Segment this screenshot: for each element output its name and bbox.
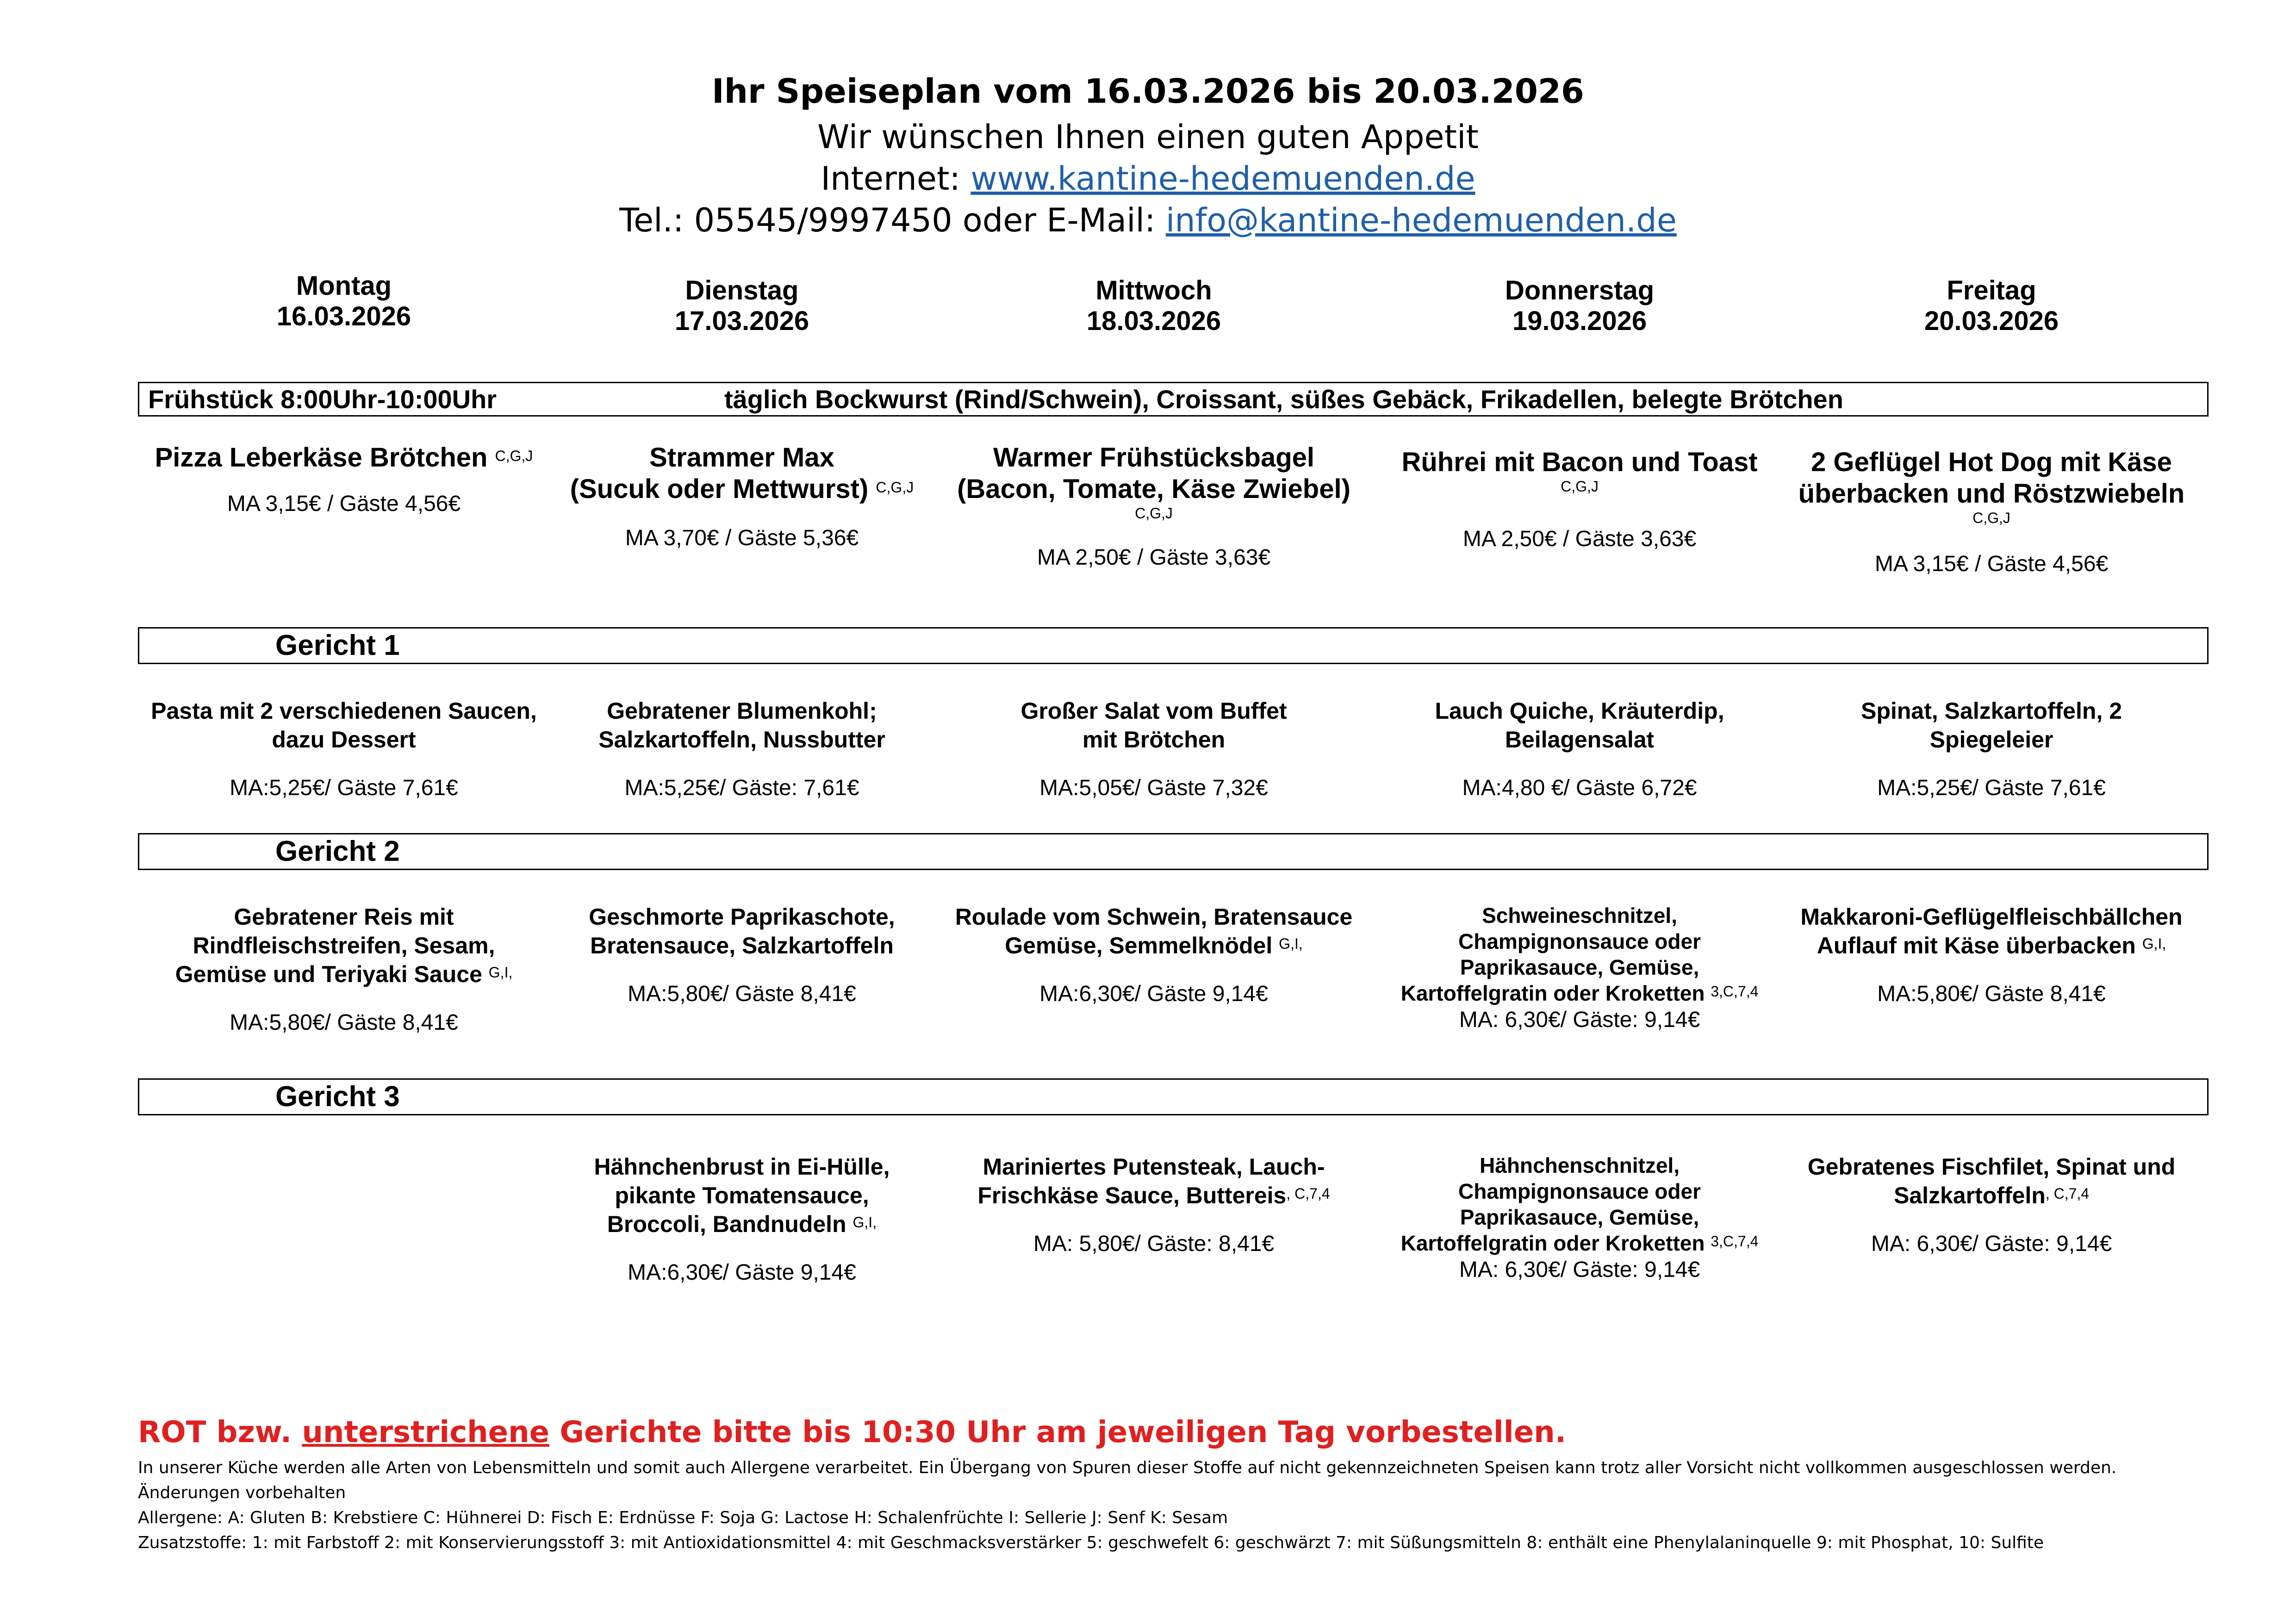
day-header-montag <box>182 271 506 332</box>
gericht-2-donnerstag <box>1348 902 1811 1034</box>
dish-line-2: überbacken und Röstzwiebeln <box>1798 479 2185 509</box>
breakfast-daily-items: täglich Bockwurst (Rind/Schwein), Croissant, süßes Gebäck, Frikadellen, belegte Brötchen <box>724 385 1843 414</box>
dish-line-2: Champignonsauce oder <box>1458 929 1701 953</box>
contact-label: Tel.: 05545/9997450 oder E-Mail: <box>619 201 1166 239</box>
allergen-codes: , C,7,4 <box>1286 1185 1330 1202</box>
allergen-codes: G,I, <box>852 1214 877 1231</box>
day-name: Freitag <box>1947 275 2036 305</box>
dish-line-1: Mariniertes Putensteak, Lauch- <box>983 1154 1325 1180</box>
price: MA:5,25€/ Gäste: 7,61€ <box>624 776 859 800</box>
breakfast-item-donnerstag <box>1348 447 1811 553</box>
day-header-freitag <box>1829 275 2153 336</box>
gericht-3-donnerstag <box>1348 1152 1811 1284</box>
dish-line-1: Roulade vom Schwein, Bratensauce <box>955 904 1353 930</box>
preorder-notice <box>138 1414 1566 1451</box>
dish-line-2: pikante Tomatensauce, <box>615 1182 869 1208</box>
day-date: 20.03.2026 <box>1924 306 2059 336</box>
gericht-3-bar <box>138 1078 2209 1115</box>
gericht-2-dienstag <box>510 902 973 1008</box>
gericht-2-bar <box>138 833 2209 870</box>
dish-line-2: Champignonsauce oder <box>1458 1179 1701 1203</box>
allergen-codes: , C,7,4 <box>2045 1185 2090 1202</box>
day-name: Donnerstag <box>1505 275 1655 305</box>
price: MA:6,30€/ Gäste 9,14€ <box>1039 982 1268 1006</box>
gericht-2-mittwoch <box>922 902 1385 1008</box>
allergen-codes: C,G,J <box>876 479 914 496</box>
dish-line-2: mit Brötchen <box>1082 727 1226 753</box>
price: MA 3,15€ / Gäste 4,56€ <box>1874 552 2109 576</box>
dish-line-1: Schweineschnitzel, <box>1482 903 1677 927</box>
price: MA: 5,80€/ Gäste: 8,41€ <box>1033 1232 1275 1256</box>
gericht-1-freitag <box>1760 697 2223 802</box>
dish-line-1: Großer Salat vom Buffet <box>1020 698 1287 724</box>
dish-line-2: Bratensauce, Salzkartoffeln <box>590 933 894 958</box>
gericht-2-label: Gericht 2 <box>275 835 400 867</box>
gericht-1-dienstag <box>510 697 973 802</box>
dish-line-3: Paprikasauce, Gemüse, <box>1460 1205 1699 1229</box>
website-line <box>0 160 2296 198</box>
day-header-dienstag <box>580 275 904 336</box>
allergen-codes: 3,C,7,4 <box>1711 983 1759 1000</box>
additives-legend: Zusatzstoffe: 1: mit Farbstoff 2: mit Konservierungsstoff 3: mit Antioxidationsmittel 4: mit Geschmacksverstärker 5: geschwefelt 6: geschwärzt 7: mit Süßungsmitteln 8: enthält eine Phenylalaninquelle 9: mit Phosphat, 10: Sulfite <box>138 1533 2044 1552</box>
notice-underlined: unterstrichene <box>302 1415 550 1450</box>
breakfast-item-mittwoch <box>922 442 1385 572</box>
dish-line-1: Hähnchenbrust in Ei-Hülle, <box>594 1154 890 1180</box>
dish-line-1: Spinat, Salzkartoffeln, 2 <box>1860 698 2122 724</box>
allergen-codes: G,I, <box>1279 935 1303 952</box>
dish-line-1: Strammer Max <box>649 442 834 473</box>
breakfast-item-dienstag <box>510 442 973 552</box>
dish-line-1: 2 Geflügel Hot Dog mit Käse <box>1811 447 2172 477</box>
price: MA:4,80 €/ Gäste 6,72€ <box>1462 776 1697 800</box>
dish-line-1: Geschmorte Paprikaschote, <box>589 904 895 930</box>
price: MA:5,25€/ Gäste 7,61€ <box>1877 776 2106 800</box>
day-name: Dienstag <box>685 275 799 305</box>
price: MA:5,25€/ Gäste 7,61€ <box>230 776 458 800</box>
gericht-2-montag <box>112 902 575 1037</box>
dish-line-2: (Sucuk oder Mettwurst) <box>570 474 869 504</box>
dish-name: Pizza Leberkäse Brötchen <box>155 442 488 473</box>
dish-line-1: Gebratener Reis mit <box>234 904 454 930</box>
price: MA: 6,30€/ Gäste: 9,14€ <box>1459 1008 1700 1032</box>
gericht-1-mittwoch <box>922 697 1385 802</box>
dish-line-1: Gebratenes Fischfilet, Spinat und <box>1807 1154 2176 1180</box>
website-link[interactable]: www.kantine-hedemuenden.de <box>971 160 1475 198</box>
notice-pre: ROT bzw. <box>138 1415 302 1450</box>
day-date: 17.03.2026 <box>674 306 809 336</box>
dish-line-3: Broccoli, Bandnudeln <box>607 1211 846 1237</box>
allergen-codes: C,G,J <box>1135 505 1173 522</box>
breakfast-item-freitag <box>1760 447 2223 578</box>
price: MA: 6,30€/ Gäste: 9,14€ <box>1871 1232 2112 1256</box>
dish-line-2: Spiegeleier <box>1929 727 2053 753</box>
dish-line-1: Warmer Frühstücksbagel <box>993 442 1315 473</box>
price: MA 2,50€ / Gäste 3,63€ <box>1462 527 1697 551</box>
dish-line-1: Hähnchenschnitzel, <box>1480 1153 1680 1177</box>
notice-post: Gerichte bitte bis 10:30 Uhr am jeweiligen Tag vorbestellen. <box>549 1415 1566 1450</box>
dish-line-1: Rührei mit Bacon und Toast <box>1401 447 1758 477</box>
price: MA:5,80€/ Gäste 8,41€ <box>628 982 856 1006</box>
internet-label: Internet: <box>821 160 971 198</box>
price: MA:6,30€/ Gäste 9,14€ <box>628 1260 856 1285</box>
day-header-mittwoch <box>992 275 1316 336</box>
gericht-2-freitag <box>1760 902 2223 1008</box>
dish-line-1: Gebratener Blumenkohl; <box>607 698 877 724</box>
dish-line-2: Beilagensalat <box>1505 727 1655 753</box>
contact-line <box>0 201 2296 239</box>
email-link[interactable]: info@kantine-hedemuenden.de <box>1165 201 1677 239</box>
dish-line-1: Makkaroni-Geflügelfleischbällchen <box>1800 904 2183 930</box>
day-date: 16.03.2026 <box>276 301 411 331</box>
allergen-codes: G,I, <box>2142 935 2166 952</box>
dish-line-3: Paprikasauce, Gemüse, <box>1460 955 1699 979</box>
gericht-1-label: Gericht 1 <box>275 629 400 661</box>
gericht-1-bar <box>138 627 2209 664</box>
day-header-donnerstag <box>1418 275 1742 336</box>
gericht-3-label: Gericht 3 <box>275 1081 400 1113</box>
dish-line-2: Salzkartoffeln, Nussbutter <box>598 727 885 753</box>
allergen-legend: Allergene: A: Gluten B: Krebstiere C: Hühnerei D: Fisch E: Erdnüsse F: Soja G: Lactose H: Schalenfrüchte I: Sellerie J: Senf K: Sesam <box>138 1508 1228 1527</box>
dish-line-2: (Bacon, Tomate, Käse Zwiebel) <box>957 474 1350 504</box>
day-name: Mittwoch <box>1095 275 1212 305</box>
dish-line-3: Gemüse und Teriyaki Sauce <box>175 961 482 987</box>
dish-line-2: Rindfleischstreifen, Sesam, <box>193 933 495 958</box>
allergen-codes: C,G,J <box>1972 510 2010 526</box>
dish-line-1: Pasta mit 2 verschiedenen Saucen, <box>151 698 537 724</box>
dish-line-2: dazu Dessert <box>272 727 416 753</box>
breakfast-label: Frühstück 8:00Uhr-10:00Uhr <box>148 385 497 414</box>
allergen-codes: G,I, <box>488 964 513 981</box>
allergen-disclaimer: In unserer Küche werden alle Arten von Lebensmitteln und somit auch Allergene verarbeitet. Ein Übergang von Spuren dieser Stoffe auf nicht gekennzeichneten Speisen kann trotz aller Vorsicht nicht vollkommen ausgeschlossen werden. <box>138 1458 2117 1477</box>
price: MA 2,50€ / Gäste 3,63€ <box>1037 545 1271 570</box>
dish-line-4: Kartoffelgratin oder Kroketten <box>1400 981 1705 1005</box>
day-name: Montag <box>296 271 392 301</box>
dish-line-2: Gemüse, Semmelknödel <box>1005 933 1273 958</box>
greeting: Wir wünschen Ihnen einen guten Appetit <box>817 118 1479 156</box>
price: MA:5,80€/ Gäste 8,41€ <box>1877 982 2106 1006</box>
allergen-codes: C,G,J <box>495 448 533 464</box>
allergen-codes: C,G,J <box>1561 478 1599 495</box>
price: MA:5,05€/ Gäste 7,32€ <box>1039 776 1268 800</box>
page-title: Ihr Speiseplan vom 16.03.2026 bis 20.03.2026 <box>711 72 1584 111</box>
breakfast-item-montag <box>112 442 575 518</box>
gericht-3-mittwoch <box>922 1152 1385 1258</box>
gericht-3-freitag <box>1760 1152 2223 1258</box>
day-date: 18.03.2026 <box>1086 306 1221 336</box>
allergen-codes: 3,C,7,4 <box>1711 1233 1759 1250</box>
dish-line-2: Frischkäse Sauce, Buttereis <box>977 1182 1287 1208</box>
price: MA 3,70€ / Gäste 5,36€ <box>625 526 859 550</box>
dish-line-1: Lauch Quiche, Kräuterdip, <box>1435 698 1724 724</box>
dish-line-2: Auflauf mit Käse überbacken <box>1817 933 2136 958</box>
day-date: 19.03.2026 <box>1512 306 1647 336</box>
dish-line-2: Salzkartoffeln <box>1893 1182 2046 1208</box>
gericht-1-montag <box>112 697 575 802</box>
gericht-3-dienstag <box>510 1152 973 1287</box>
price: MA:5,80€/ Gäste 8,41€ <box>230 1010 458 1035</box>
price: MA 3,15€ / Gäste 4,56€ <box>227 492 461 516</box>
dish-line-4: Kartoffelgratin oder Kroketten <box>1400 1231 1705 1255</box>
changes-note: Änderungen vorbehalten <box>138 1483 346 1502</box>
price: MA: 6,30€/ Gäste: 9,14€ <box>1459 1257 1700 1282</box>
gericht-1-donnerstag <box>1348 697 1811 802</box>
